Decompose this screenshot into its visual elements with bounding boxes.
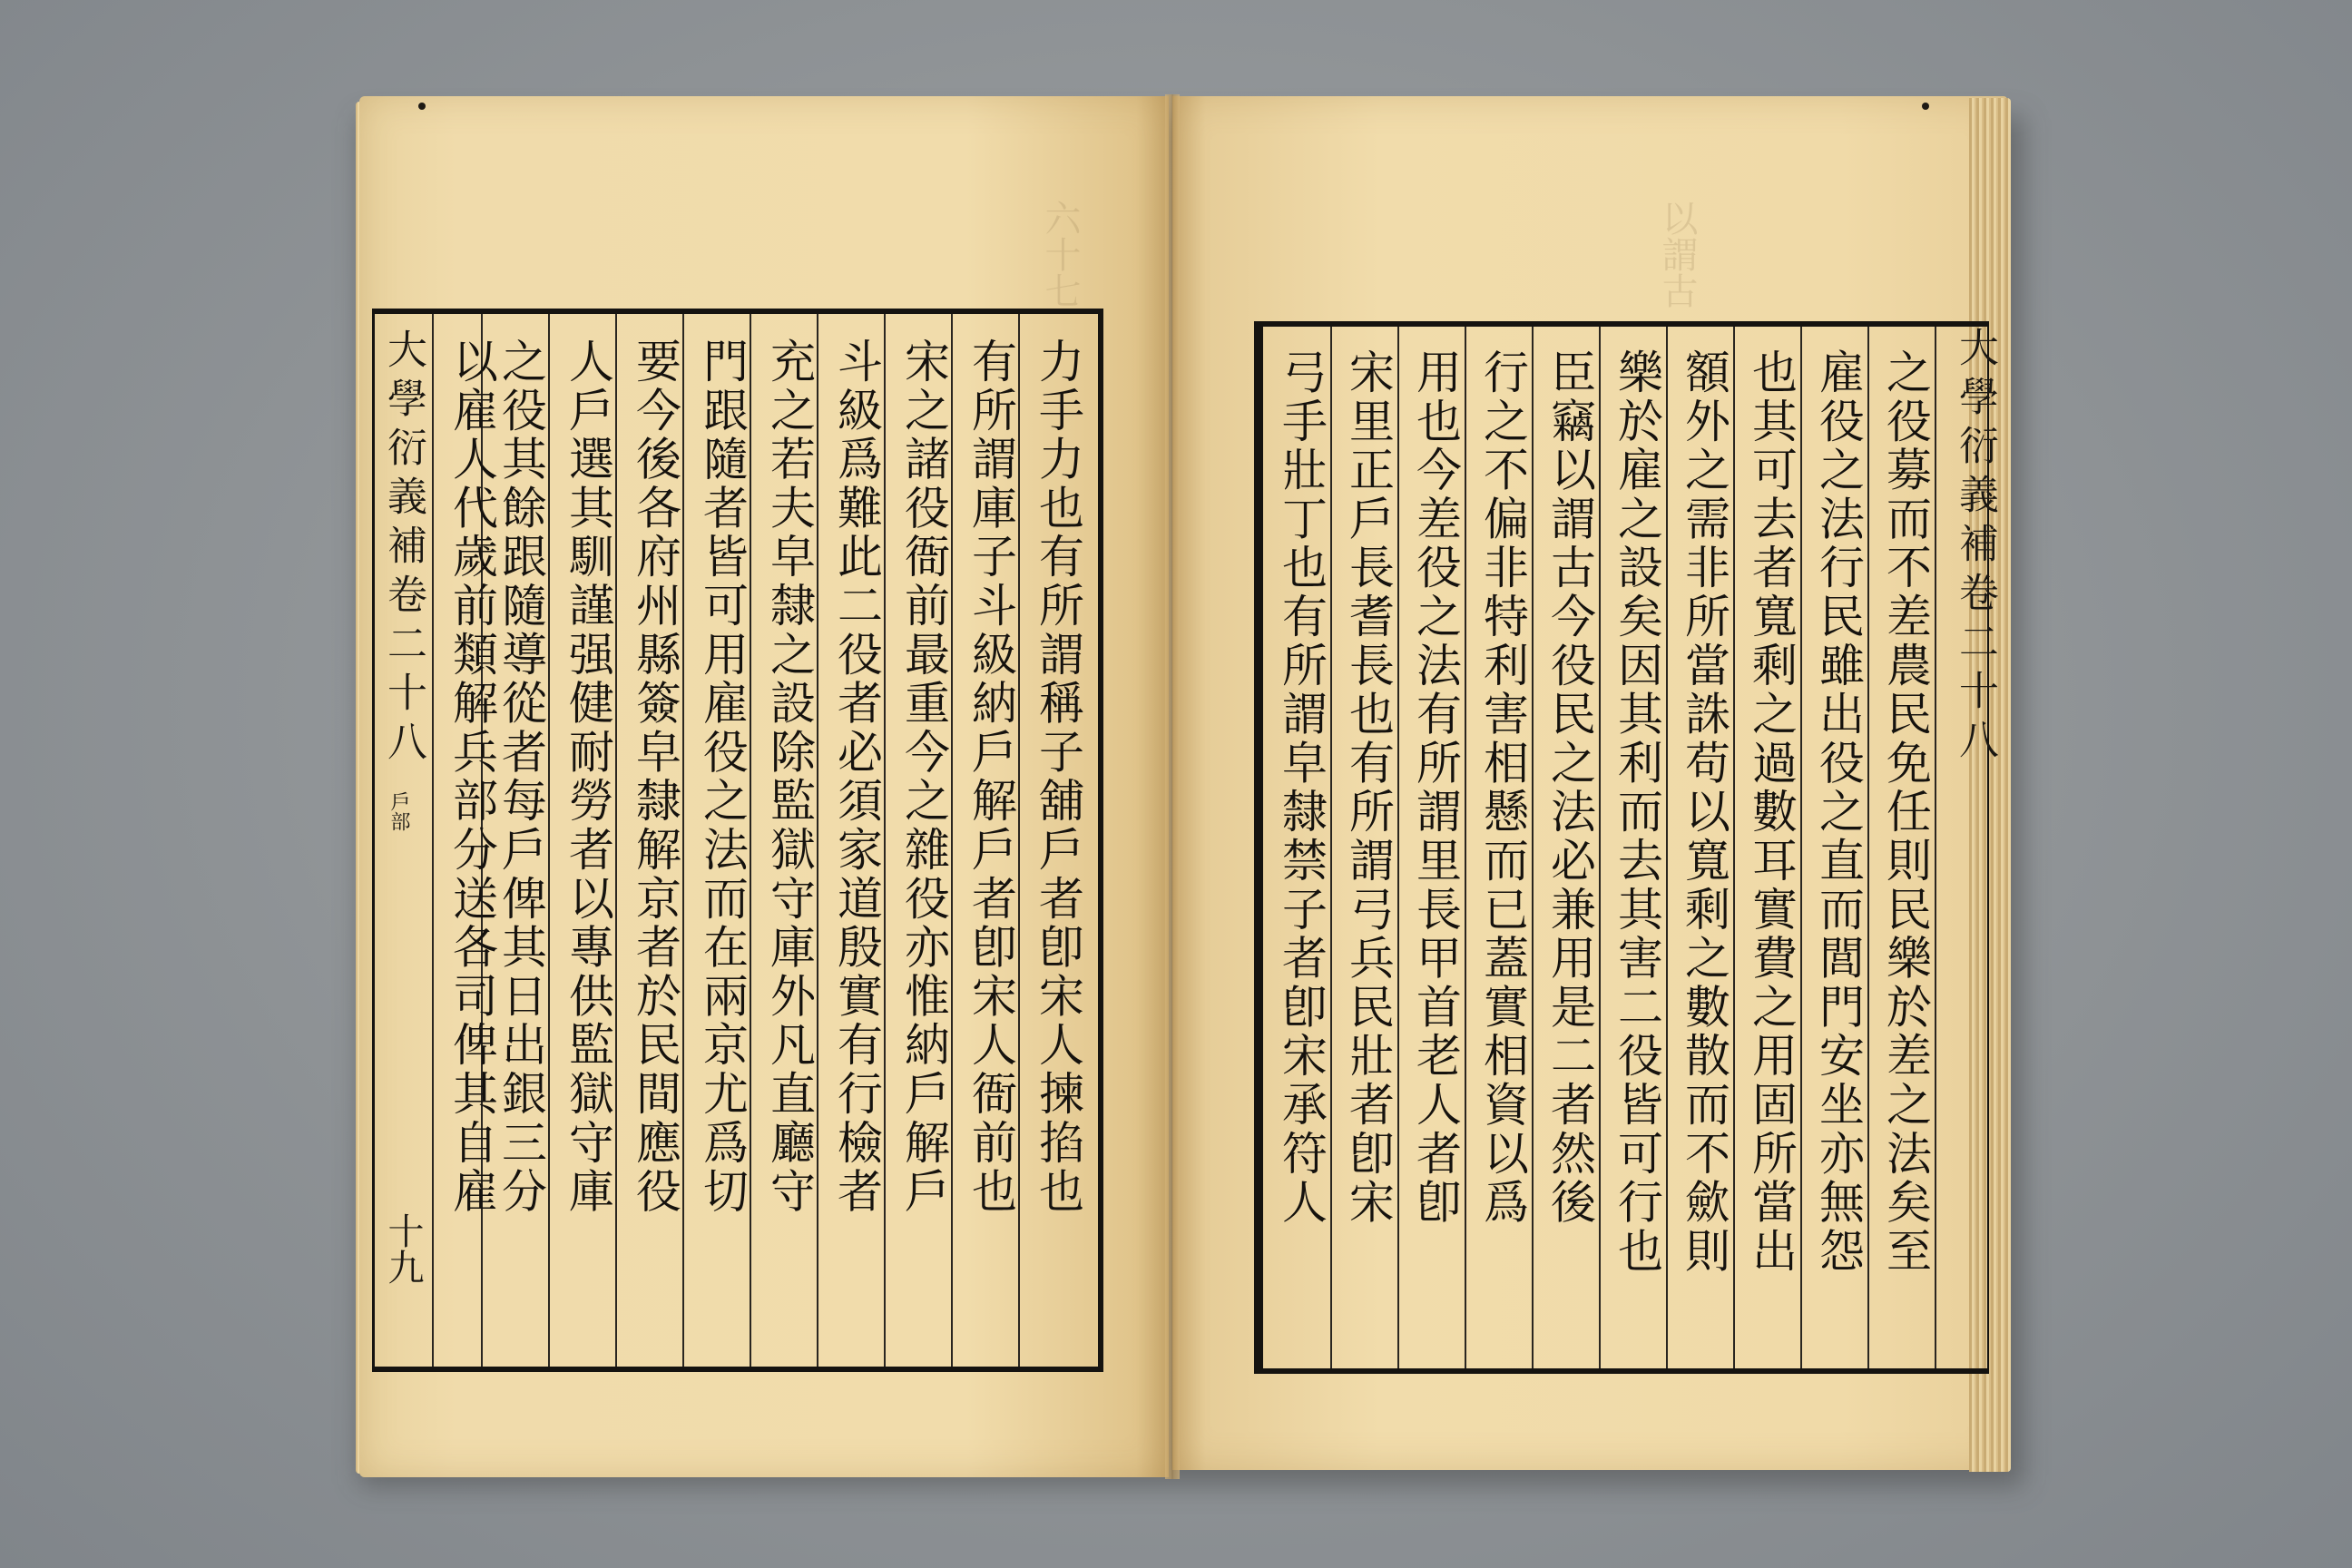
text-column: 額外之需非所當誅苟以寬剩之數散而不歛則 [1678, 348, 1730, 1277]
left-margin-title: 大學衍義補卷二十八 [380, 328, 426, 769]
text-column: 要今後各府州縣簽皁隸解京者於民間應役 [629, 338, 681, 1217]
text-column: 門跟隨者皆可用雇役之法而在兩京尤爲切 [696, 338, 749, 1217]
text-column: 充之若夫皁隸之設除監獄守庫外凡直廳守 [763, 338, 816, 1217]
text-column: 宋之諸役衙前最重今之雜役亦惟納戶解戶 [897, 338, 950, 1217]
text-column: 樂於雇之設矣因其利而去其害二役皆可行也 [1611, 348, 1663, 1277]
text-column: 用也今差役之法有所謂里長甲首老人者卽 [1409, 348, 1462, 1228]
text-column: 有所謂庫子斗級納戶解戶者卽宋人衙前也 [965, 338, 1017, 1217]
column-rule [1666, 327, 1668, 1368]
text-column: 雇役之法行民雖出役之直而閭門安坐亦無怨 [1812, 348, 1865, 1277]
text-column: 力手力也有所謂稱子舖戶者卽宋人揀掐也 [1032, 338, 1084, 1217]
column-rule [682, 314, 684, 1367]
show-through-text: 以謂古 [1656, 200, 1698, 309]
left-margin-section: 戶部 [387, 791, 410, 831]
text-column: 宋里正戶長耆長也有所謂弓兵民壯者卽宋 [1342, 348, 1395, 1228]
text-column: 人戶選其馴謹强健耐勞者以專供監獄守庫 [562, 338, 614, 1217]
stitch-hole [1922, 103, 1929, 110]
stitch-hole [418, 103, 426, 110]
column-rule [750, 314, 751, 1367]
text-column: 以雇人代歲前類解兵部分送各司俾其自雇 [446, 338, 498, 1217]
text-column: 之役募而不差農民免任則民樂於差之法矣至 [1879, 348, 1932, 1277]
column-rule [1867, 327, 1869, 1368]
column-rule [817, 314, 818, 1367]
column-rule [1733, 327, 1735, 1368]
book-spine [1165, 94, 1180, 1479]
column-rule [951, 314, 953, 1367]
column-rule [1800, 327, 1802, 1368]
left-page-number: 十九 [382, 1212, 424, 1285]
text-column: 之役其餘跟隨導從者每戶俾其日出銀三分 [495, 338, 547, 1217]
column-rule [615, 314, 617, 1367]
column-rule [548, 314, 550, 1367]
text-column: 弓手壯丁也有所謂皁隸禁子者卽宋承符人 [1275, 348, 1328, 1228]
column-rule [884, 314, 886, 1367]
column-rule [1397, 327, 1399, 1368]
text-column: 也其可去者寬剩之過數耳實費之用固所當出 [1745, 348, 1798, 1277]
column-rule [1018, 314, 1020, 1367]
text-column: 斗級爲難此二役者必須家道殷實有行檢者 [830, 338, 883, 1217]
text-column: 行之不偏非特利害相懸而已蓋實相資以爲 [1476, 348, 1529, 1228]
column-rule [1532, 327, 1534, 1368]
right-margin-title: 大學衍義補卷二十八 [1952, 327, 1998, 768]
text-column: 臣竊以謂古今役民之法必兼用是二者然後 [1544, 348, 1596, 1228]
show-through-text: 六十七 [1039, 200, 1081, 309]
column-rule [1330, 327, 1332, 1368]
column-rule [1935, 327, 1936, 1368]
column-rule [1465, 327, 1466, 1368]
column-rule [1599, 327, 1601, 1368]
column-rule [432, 314, 434, 1367]
